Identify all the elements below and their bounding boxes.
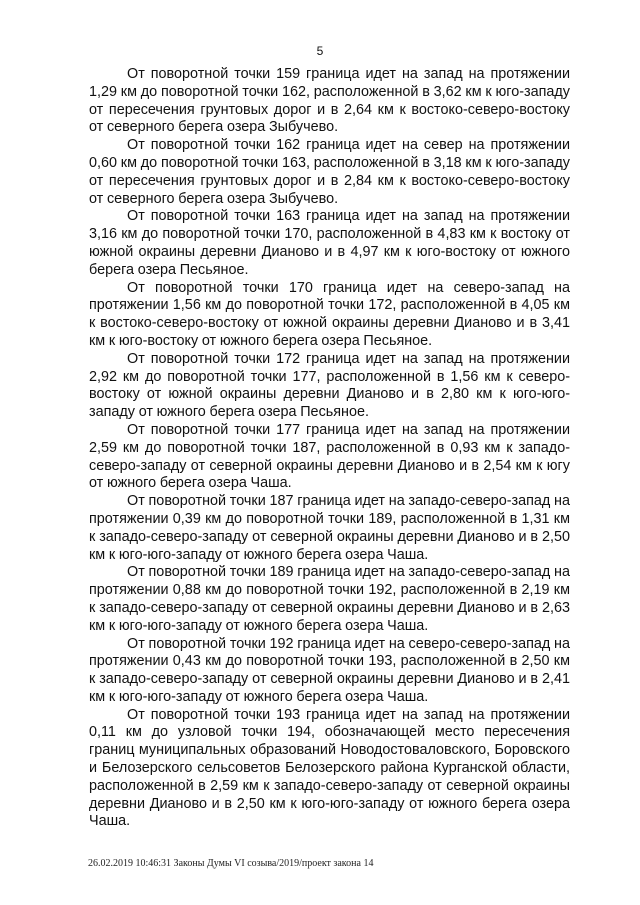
paragraph-4: От поворотной точки 170 граница идет на северо-запад на протяжении 1,56 км до поворотной точки 172, расположенной в 4,05 км к востоко-северо-востоку от южной окраины деревни Дианово и в 3,41 км к юго-востоку от южного берега озера Песьяное. [89,279,570,349]
paragraph-8: От поворотной точки 189 граница идет на западо-северо-запад на протяжении 0,88 км до поворотной точки 192, расположенной в 2,19 км к западо-северо-западу от северной окраины деревни Дианово и в 2,63 км к юго-юго-западу от южного берега озера Чаша. [89,564,570,634]
document-footer: 26.02.2019 10:46:31 Законы Думы VI созыва/2019/проект закона 14 [88,858,374,869]
paragraph-1: От поворотной точки 159 граница идет на запад на протяжении 1,29 км до поворотной точки 162, расположенной в 3,62 км к юго-западу от пересечения грунтовых дорог и в 2,64 км к востоко-северо-востоку от северного берега озера Зыбучево. [89,66,570,136]
paragraph-9: От поворотной точки 192 граница идет на северо-северо-запад на протяжении 0,43 км до поворотной точки 193, расположенной в 2,50 км к западо-северо-западу от северной окраины деревни Дианово и в 2,41 км к юго-юго-западу от южного берега озера Чаша. [89,635,570,705]
page-number: 5 [316,44,324,58]
document-body [89,66,570,831]
paragraph-2: От поворотной точки 162 граница идет на север на протяжении 0,60 км до поворотной точки 163, расположенной в 3,18 км к юго-западу от пересечения грунтовых дорог и в 2,84 км к востоко-северо-востоку от северного берега озера Зыбучево. [89,137,570,207]
paragraph-10: От поворотной точки 193 граница идет на запад на протяжении 0,11 км до узловой точки 194, обозначающей место пересечения границ муниципальных образований Новодостоваловского, Боровского и Белозерского сельсоветов Белозерского района Курганской области, расположенной в 2,59 км к западо-северо-западу от северной окраины деревни Дианово и в 2,50 км к юго-юго-западу от южного берега озера Чаша. [89,706,570,830]
paragraph-3: От поворотной точки 163 граница идет на запад на протяжении 3,16 км до поворотной точки 170, расположенной в 4,83 км к востоку от южной окраины деревни Дианово и в 4,97 км к юго-востоку от южного берега озера Песьяное. [89,208,570,278]
paragraph-6: От поворотной точки 177 граница идет на запад на протяжении 2,59 км до поворотной точки 187, расположенной в 0,93 км к западо-северо-западу от северной окраины деревни Дианово и в 2,54 км к югу от южного берега озера Чаша. [89,421,570,492]
paragraph-5: От поворотной точки 172 граница идет на запад на протяжении 2,92 км до поворотной точки 177, расположенной в 1,56 км к северо-востоку от южной окраины деревни Дианово и в 2,80 км к юго-юго-западу от южного берега озера Песьяное. [89,350,570,421]
paragraph-7: От поворотной точки 187 граница идет на западо-северо-запад на протяжении 0,39 км до поворотной точки 189, расположенной в 1,31 км к западо-северо-западу от северной окраины деревни Дианово и в 2,50 км к юго-юго-западу от южного берега озера Чаша. [89,493,570,563]
